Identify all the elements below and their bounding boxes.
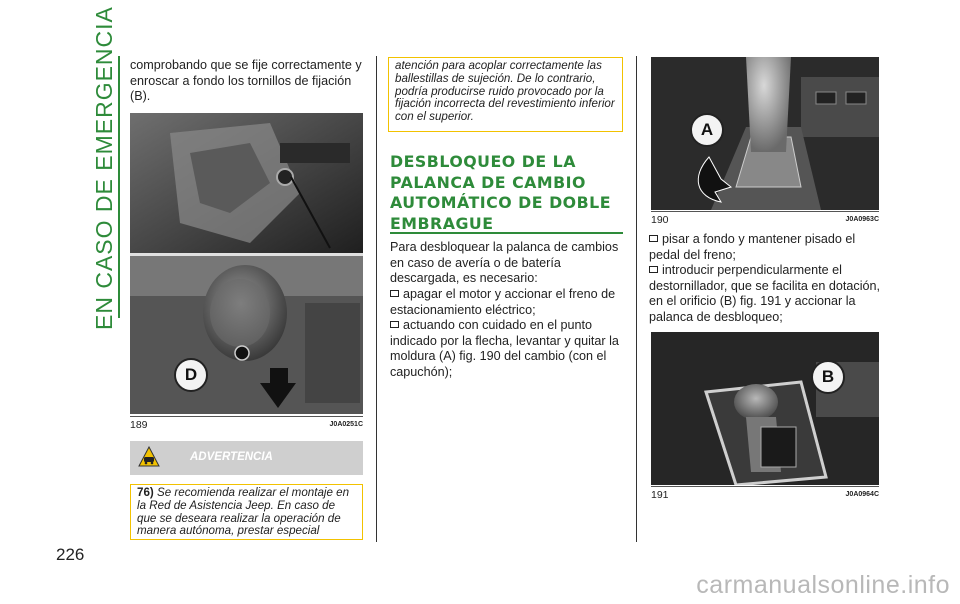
column-divider — [636, 56, 637, 542]
figure-191-caption — [651, 486, 879, 503]
step-text: apagar el motor y accionar el freno de estacionamiento eléctrico; — [390, 287, 616, 317]
figure-189-image — [130, 113, 363, 414]
figure-code: J0A0964C — [845, 491, 879, 498]
warning-text: Se recomienda realizar el montaje en la Red de Asistencia Jeep. En caso de que se deseara realizar la operación de manera autónoma, prestar especial — [137, 486, 350, 538]
watermark: carmanualsonline.info — [696, 571, 950, 599]
procedure-step-list-continued — [649, 232, 881, 325]
list-item — [649, 232, 881, 263]
step-text: pisar a fondo y mantener pisado el pedal del freno; — [649, 232, 856, 262]
gear-boot-illustration — [651, 332, 879, 485]
intro-paragraph: comprobando que se fije correctamente y enroscar a fondo los tornillos de fijación (B). — [130, 58, 362, 103]
gear-lever-illustration — [651, 57, 879, 210]
figure-189-caption — [130, 416, 363, 433]
checkbox-bullet-icon — [390, 290, 399, 297]
checkbox-bullet-icon — [649, 235, 658, 242]
figure-190-caption — [651, 211, 879, 228]
figure-code: J0A0963C — [845, 216, 879, 223]
warning-reference: 76) — [137, 486, 154, 499]
car-hazard-icon — [138, 446, 160, 468]
procedure-step-list — [390, 287, 625, 380]
checkbox-bullet-icon — [649, 266, 658, 273]
warning-banner — [130, 441, 363, 475]
warning-continued-box — [388, 57, 623, 132]
list-item — [649, 263, 881, 325]
section-title — [74, 6, 124, 330]
figure-number: 189 — [130, 419, 148, 431]
section-divider — [118, 56, 120, 318]
engine-mount-illustration — [130, 113, 363, 414]
callout-d-marker: D — [174, 358, 208, 392]
warning-label: ADVERTENCIA — [190, 451, 273, 463]
checkbox-bullet-icon — [390, 321, 399, 328]
figure-190-image — [651, 57, 879, 210]
list-item — [390, 287, 625, 318]
page-number: 226 — [56, 545, 85, 564]
procedure-intro: Para desbloquear la palanca de cambios en caso de avería o de batería descargada, es necesario: — [390, 240, 619, 285]
callout-a-marker: A — [690, 113, 724, 147]
column-divider — [376, 56, 377, 542]
step-text: introducir perpendicularmente el destornillador, que se facilita en dotación, en el orificio (B) fig. 191 y accionar la palanca de desbloqueo; — [649, 263, 881, 324]
figure-code: J0A0251C — [329, 421, 363, 428]
figure-191-image — [651, 332, 879, 485]
section-heading: DESBLOQUEO DE LA PALANCA DE CAMBIO AUTOMÁTICO DE DOBLE EMBRAGUE — [390, 152, 612, 233]
warning-text-box — [130, 484, 363, 540]
section-title-text: EN CASO DE EMERGENCIA — [91, 6, 117, 330]
warning-continued-text: atención para acoplar correctamente las ballestillas de sujeción. De lo contrario, podría producirse ruido provocado por la fijación incorrecta del revestimiento inferior con el superior. — [395, 59, 615, 124]
callout-b-marker: B — [811, 360, 845, 394]
figure-number: 191 — [651, 489, 669, 501]
heading-underline — [390, 232, 623, 234]
figure-number: 190 — [651, 214, 669, 226]
list-item — [390, 318, 625, 380]
step-text: actuando con cuidado en el punto indicado por la flecha, levantar y quitar la moldura (A) fig. 190 del cambio (con el capuchón); — [390, 318, 619, 379]
